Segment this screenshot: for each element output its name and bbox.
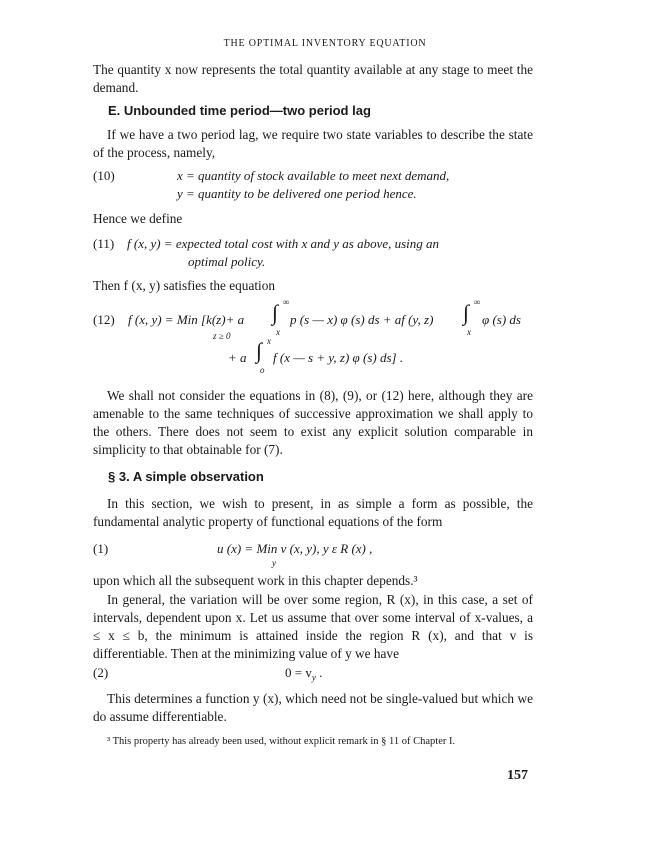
equation-12-part-a: f (x, y) = Min [k(z)+ a — [128, 312, 245, 327]
equation-12-int3-upper: x — [267, 336, 271, 346]
equation-12-int2-upper: ∞ — [474, 297, 481, 307]
equation-11-line-2: optimal policy. — [188, 254, 266, 269]
equation-1-text: u (x) = Min v (x, y), y ε R (x) , — [217, 541, 373, 556]
equation-12-part-b: p (s — x) φ (s) ds + af (y, z) — [290, 312, 434, 327]
integral-sign: ∫ — [272, 300, 279, 325]
paragraph-34: This determines a function y (x), which need not be single-valued but which we do assume differentiable. — [93, 691, 533, 724]
integral-sign: ∫ — [256, 338, 263, 363]
footnote: ³ This property has already been used, without explicit remark in § 11 of Chapter I. — [107, 736, 456, 747]
equation-1-subscript: y — [272, 558, 276, 568]
hence-text: Hence we define — [93, 211, 183, 226]
paragraph-33: In general, the variation will be over some region, R (x), in this case, a set of intervals, dependent upon x. Let us assume that over some interval of x-values, a ≤ x ≤ b, the minimum is attained inside the region R (x), and that v is differentiable. Then at the minimizing value of y we have — [93, 592, 533, 661]
equation-12-line2-a: + a — [228, 350, 247, 365]
section-heading-e: E. Unbounded time period—two period lag — [108, 103, 371, 118]
equation-12-int2-lower: x — [467, 327, 471, 337]
running-head: THE OPTIMAL INVENTORY EQUATION — [223, 38, 427, 49]
equation-12-int3-lower: o — [260, 365, 265, 375]
paragraph-e1: If we have a two period lag, we require two state variables to describe the state of the process, namely, — [93, 127, 533, 160]
equation-12-min-subscript: z ≥ 0 — [213, 331, 231, 341]
equation-1-number: (1) — [93, 541, 109, 556]
paragraph-intro: The quantity x now represents the total quantity available at any stage to meet the demand. — [93, 62, 533, 95]
equation-11-line-1: f (x, y) = expected total cost with x and y as above, using an — [127, 236, 440, 251]
section-heading-3: § 3. A simple observation — [108, 469, 264, 484]
equation-12-number: (12) — [93, 312, 115, 327]
then-text: Then f (x, y) satisfies the equation — [93, 278, 276, 293]
equation-10-line-2: y = quantity to be delivered one period hence. — [177, 186, 417, 201]
integral-sign: ∫ — [463, 300, 470, 325]
page-number: 157 — [507, 768, 528, 783]
paragraph-31: In this section, we wish to present, in as simple a form as possible, the fundamental analytic property of functional equations of the form — [93, 496, 533, 529]
equation-2-number: (2) — [93, 665, 109, 680]
equation-12-line2-b: f (x — s + y, z) φ (s) ds] . — [273, 350, 404, 365]
paragraph-e2: We shall not consider the equations in (8), (9), or (12) here, although they are amenable to the same techniques of successive approximation we shall apply to the others. There does not seem to exist any explicit solution comparable in simplicity to that obtainable for (7). — [93, 388, 533, 457]
equation-12-int1-upper: ∞ — [283, 297, 290, 307]
paragraph-32: upon which all the subsequent work in this chapter depends.³ — [93, 573, 418, 588]
equation-11-number: (11) — [93, 236, 115, 251]
equation-12-int1-lower: x — [276, 327, 280, 337]
equation-10-line-1: x = quantity of stock available to meet next demand, — [177, 168, 450, 183]
equation-10-number: (10) — [93, 168, 115, 183]
equation-12-part-c: φ (s) ds — [482, 312, 521, 327]
equation-2-text: $0 = v_y$ . — [285, 665, 323, 683]
